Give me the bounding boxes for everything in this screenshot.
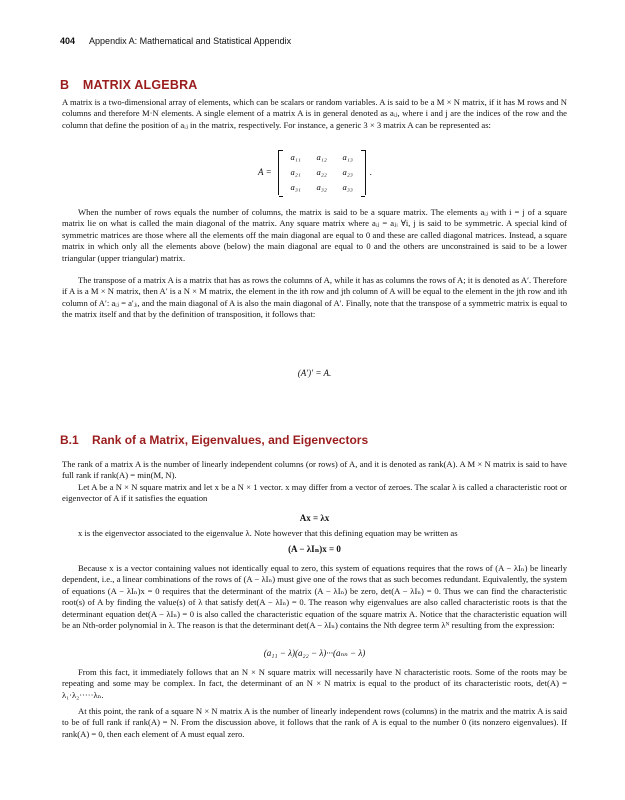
matrix-cell: a₃₁ [290,182,301,192]
section-letter: B [60,78,70,92]
matrix-cell: a₃₂ [316,182,327,192]
matrix-cell: a₁₃ [342,152,353,162]
section-title: MATRIX ALGEBRA [82,78,198,92]
matrix-cell: a₂₂ [316,167,327,177]
equation-transpose: (A′)′ = A. [297,368,332,378]
matrix-row [283,180,361,195]
section-heading [60,78,198,92]
page-number: 404 [60,36,76,46]
paragraph-transpose: The transpose of a matrix A is a matrix that has as rows the columns of A, while it has as columns the rows of A; it is denoted as A′. Therefore if A is a M × N matrix, then A′ is a N × M matrix, the element in the ith row and jth column of A will be equal to the element in the jth row and ith column of A′: aᵢⱼ = a′ⱼᵢ, and the main diagonal of A is also the main diagonal of A′. Finally, note that the transpose of a symmetric matrix is equal to the matrix itself and that by the definition of transposition, it follows that: [62,275,567,320]
paragraph-roots: From this fact, it immediately follows that an N × N square matrix will necessarily have N characteristic roots. Some of the roots may be repeating and some may be complex. In fact, the determinant of an N × N matrix is equal to the product of its characteristic roots, det(A) = λ₁·λ₂·····λₙ. [62,667,567,700]
matrix-row [283,165,361,180]
matrix-trailing-period: . [369,167,372,177]
paragraph-eigen-intro: Let A be a N × N square matrix and let x be a N × 1 vector. x may differ from a vector of zeroes. The scalar λ is called a characteristic root or eigenvector of A if it satisfies the equation [62,482,567,504]
matrix-cell: a₃₃ [342,182,353,192]
subsection-number: B.1 [60,433,79,447]
matrix-cell: a₁₂ [316,152,327,162]
paragraph-determinant: Because x is a vector containing values not identically equal to zero, this system of equations requires that the rows of (A − λIₙ) be linearly dependent, i.e., a linear combinations of the rows of (A − λIₙ) must give one of the rows that as such becomes redundant. Equivalently, the system of equations (A − λIₙ)x = 0 requires that the determinant of the matrix (A − λIₙ) be zero, det(A − λIₙ) = 0. Thus we can find the characteristic root(s) of A by finding the value(s) of λ that satisfy det(A − λIₙ) = 0. The reason why eigenvalues are also called characteristic roots is that the determinant equation det(A − λIₙ) = 0 is also called the characteristic equation of the square matrix A. Notice that the characteristic equation will be an Nth-order polynomial in λ. The reason is that the determinant det(A − λIₙ) contains the Nth degree term λᴺ resulting from the expression: [62,563,567,631]
running-title: Appendix A: Mathematical and Statistical Appendix [89,36,292,46]
matrix-lhs: A = [258,167,272,177]
equation-characteristic: (A − λIₙ)x = 0 [288,544,341,554]
paragraph-eigenvector: x is the eigenvector associated to the eigenvalue λ. Note however that this defining equation may be written as [78,528,458,538]
matrix-row [283,150,361,165]
paragraph-full-rank: At this point, the rank of a square N × N matrix A is the number of linearly independent rows (columns) in the matrix and the matrix A is said to be of full rank if rank(A) = N. From the discussion above, it follows that the rank of A is equal to the number 0 (its nonzero eigenvalues). If rank(A) = 0, then each element of A must equal zero. [62,706,567,739]
equation-polynomial: (a₁₁ − λ)(a₂₂ − λ)···(aₙₙ − λ) [263,648,366,658]
paragraph-rank: The rank of a matrix A is the number of linearly independent columns (or rows) of A, and it is denoted as rank(A). A M × N matrix is said to have full rank if rank(A) = min(M, N). [62,459,567,481]
subsection-heading [60,433,368,447]
matrix-cell: a₂₃ [342,167,353,177]
matrix-cell: a₂₁ [290,167,301,177]
paragraph-square-matrix: When the number of rows equals the number of columns, the matrix is said to be a square matrix. The elements aᵢⱼ with i = j of a square matrix lie on what is called the main diagonal of the matrix. Any square matrix where aᵢⱼ = aⱼᵢ ∀i, j is said to be symmetric. A special kind of symmetric matrices are those where all the elements off the main diagonal are equal to 0 and these are called diagonal matrices. Instead, a square matrix in which only all the elements above (below) the main diagonal are equal to 0 and the others are unconstrained is said to be a lower triangular (upper triangular) matrix. [62,207,567,263]
matrix-display [258,148,372,196]
running-header [60,36,291,46]
paragraph-matrix-definition: A matrix is a two-dimensional array of elements, which can be scalars or random variables. A is said to be a M × N matrix, if it has M rows and N columns and therefore M·N elements. A single element of a matrix A is in general denoted as aᵢⱼ, where i and j are the indices of the row and the column that define the position of aᵢⱼ in the matrix, respectively. For instance, a generic 3 × 3 matrix A can be represented as: [62,97,567,130]
matrix-cell: a₁₁ [290,152,301,162]
matrix-brackets [278,150,366,195]
subsection-title: Rank of a Matrix, Eigenvalues, and Eigenvectors [92,433,369,447]
equation-eigen: Ax = λx [299,513,330,523]
